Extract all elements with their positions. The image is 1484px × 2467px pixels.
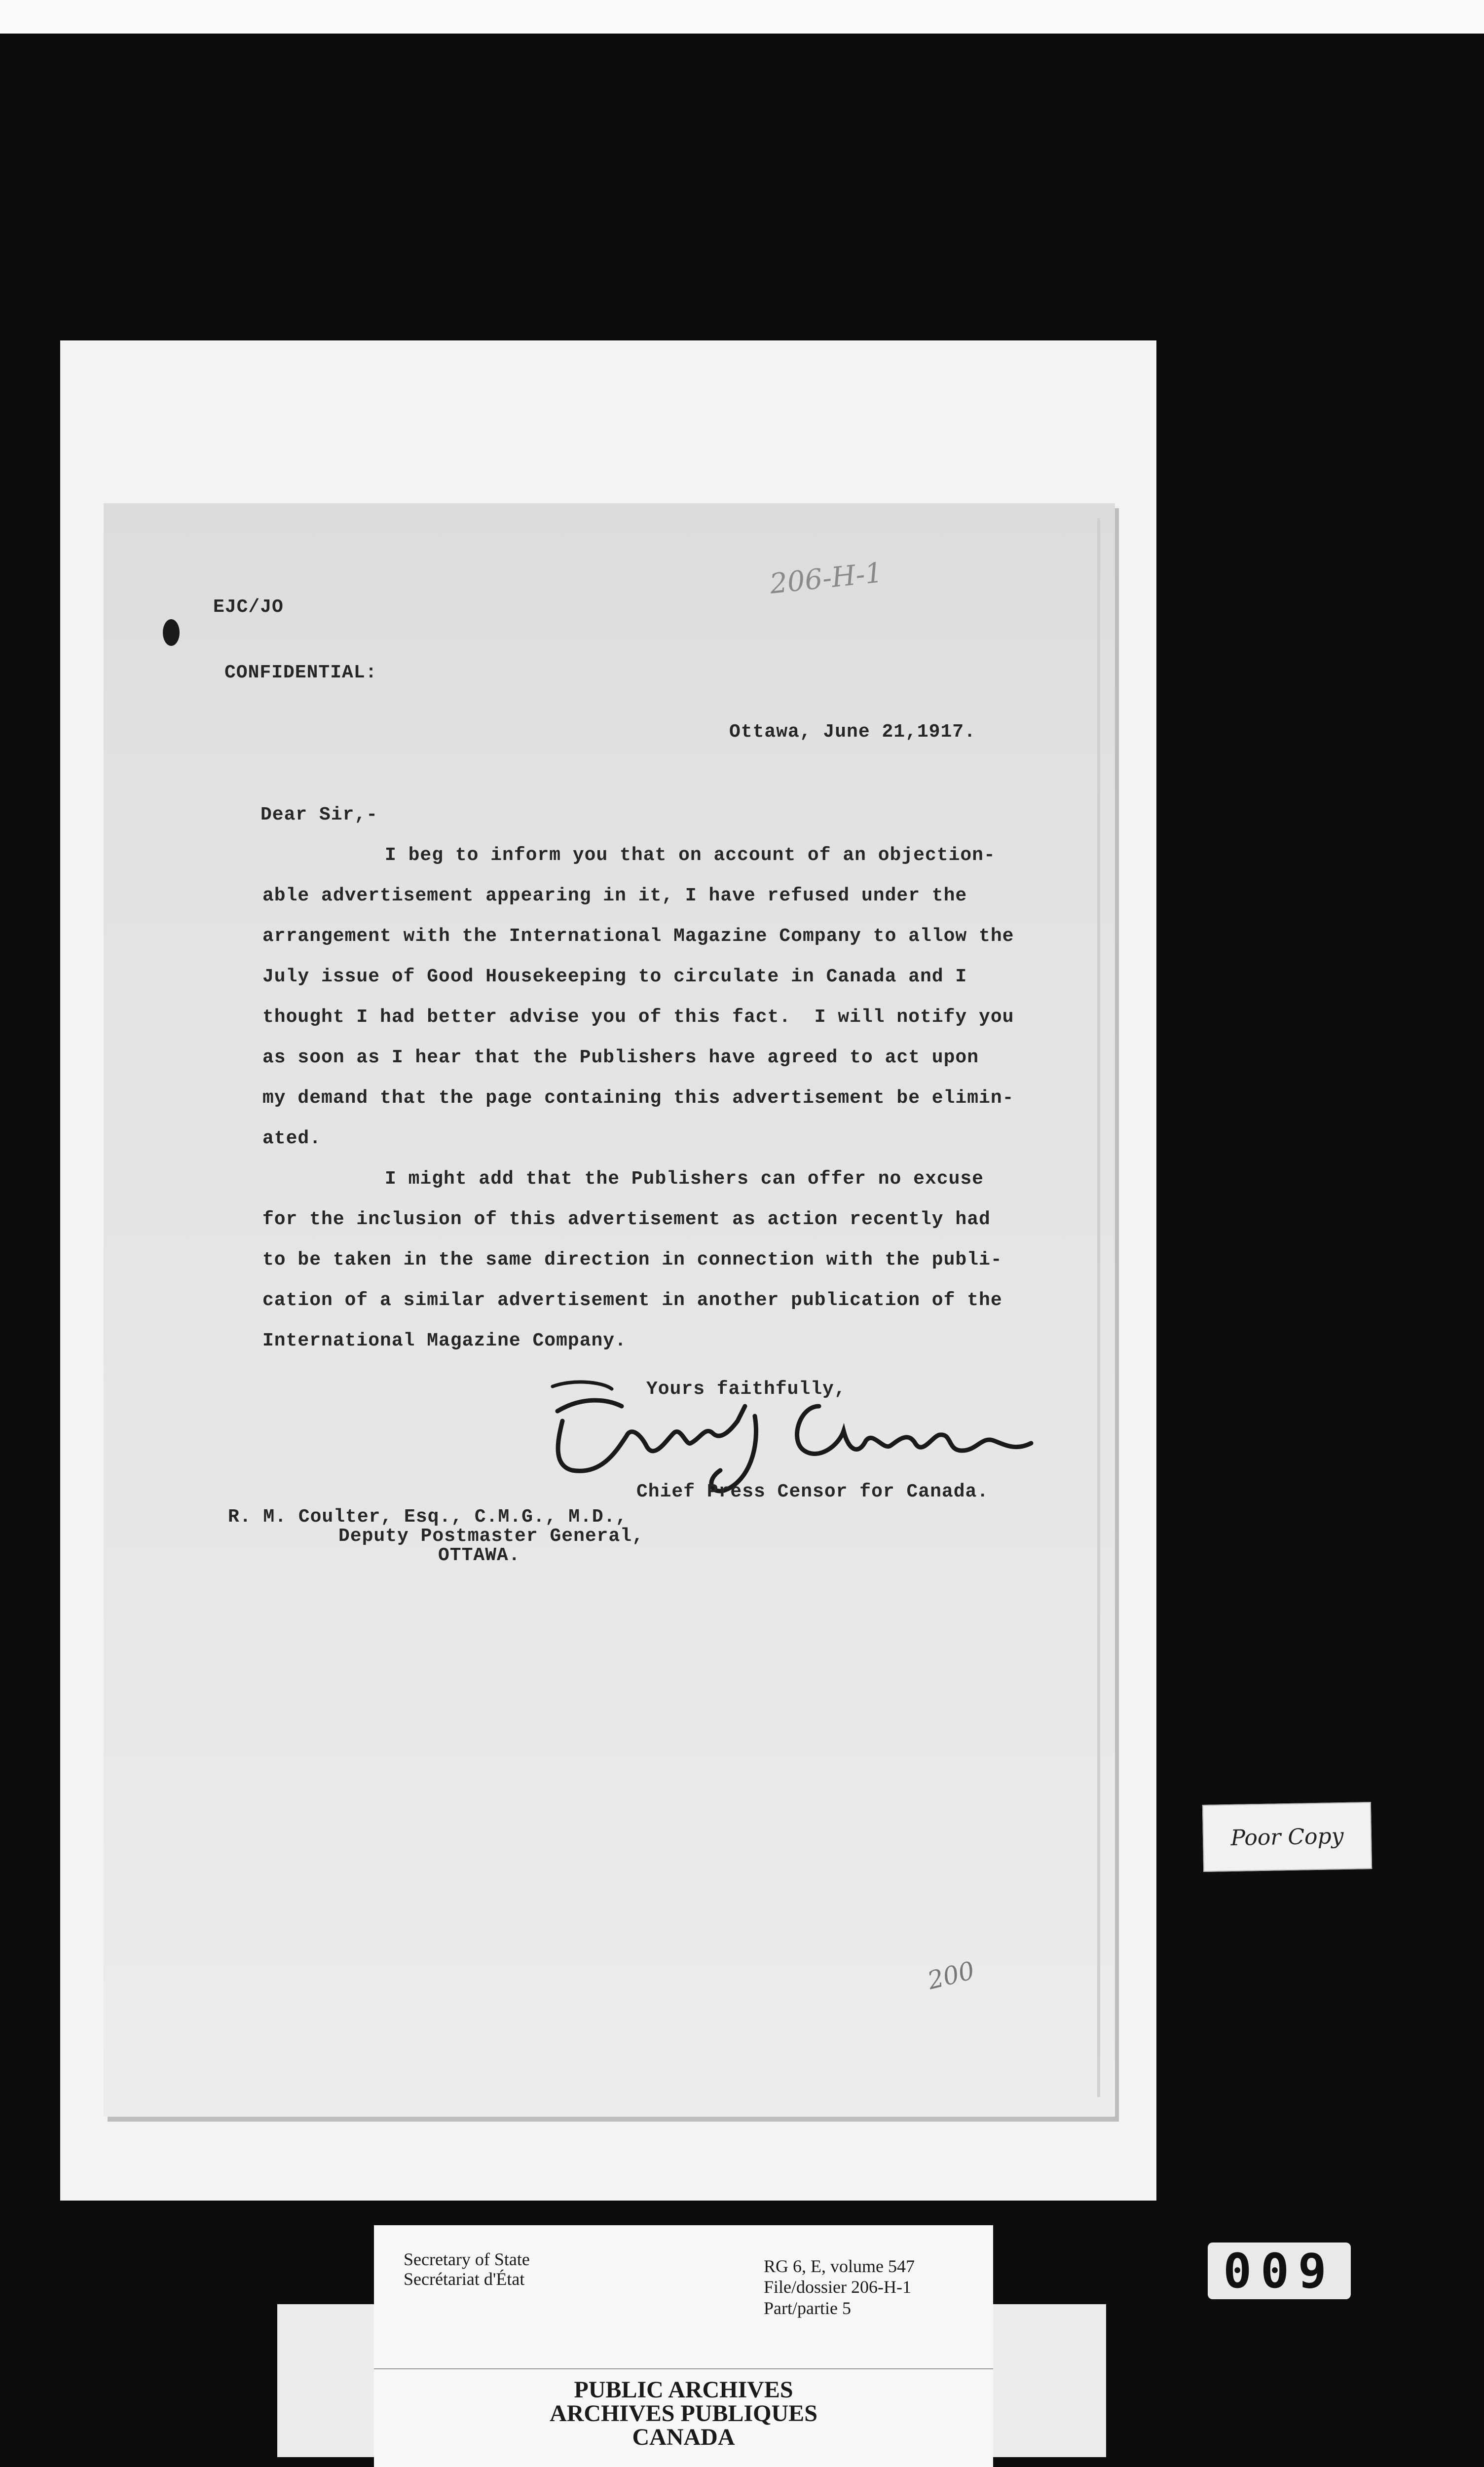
addressee-line: R. M. Coulter, Esq., C.M.G., M.D., [228, 1506, 628, 1528]
archives-name [374, 2378, 993, 2449]
letter-body-line: cation of a similar advertisement in another publication of the [262, 1290, 1002, 1311]
poor-copy-label: Poor Copy [1202, 1802, 1372, 1872]
file-number: File/dossier 206-H-1 [764, 2277, 911, 2297]
frame-number-badge [1208, 2243, 1351, 2299]
archive-label [374, 2225, 993, 2467]
handwritten-page-number: 200 [925, 1956, 978, 1995]
department-english: Secretary of State [404, 2249, 530, 2269]
archive-reference [764, 2256, 915, 2318]
letter-salutation: Dear Sir,- [260, 804, 378, 825]
letter-body-line: I beg to inform you that on account of an objection- [385, 845, 996, 866]
archive-department [404, 2250, 530, 2289]
letter-classification: CONFIDENTIAL: [224, 662, 377, 683]
letter-body-line: thought I had better advise you of this fact. I will notify you [262, 1007, 1014, 1028]
frame-number: 009 [1223, 2243, 1336, 2299]
letter-body-line: able advertisement appearing in it, I have refused under the [262, 885, 967, 906]
addressee-line: Deputy Postmaster General, [338, 1526, 644, 1547]
letter-reference: EJC/JO [213, 597, 284, 618]
letter-body-line: as soon as I hear that the Publishers have agreed to act upon [262, 1047, 979, 1068]
letter-place-date: Ottawa, June 21,1917. [729, 721, 976, 743]
letter-body-line: arrangement with the International Magazine Company to allow the [262, 926, 1014, 947]
letter-body-line: I might add that the Publishers can offer no excuse [385, 1168, 984, 1190]
signatory-title: Chief Press Censor for Canada. [636, 1481, 989, 1502]
archives-french: ARCHIVES PUBLIQUES [550, 2400, 817, 2427]
letter-body-line: to be taken in the same direction in connection with the publi- [262, 1249, 1002, 1271]
addressee-line: OTTAWA. [438, 1545, 520, 1566]
letter-body-line: ated. [262, 1128, 322, 1149]
department-french: Secrétariat d'État [404, 2269, 525, 2289]
punch-hole [163, 619, 180, 646]
label-divider [374, 2368, 993, 2369]
record-group: RG 6, E, volume 547 [764, 2256, 915, 2276]
letter-body-line: for the inclusion of this advertisement as action recently had [262, 1209, 991, 1230]
letter-closing: Yours faithfully, [646, 1379, 846, 1400]
archives-country: CANADA [632, 2424, 735, 2450]
handwritten-file-reference: 206-H-1 [768, 557, 884, 600]
letter-body-line: International Magazine Company. [262, 1330, 627, 1351]
letter-body-line: July issue of Good Housekeeping to circulate in Canada and I [262, 966, 967, 987]
top-margin-strip [0, 0, 1484, 34]
part-number: Part/partie 5 [764, 2298, 851, 2318]
page-edge [1097, 518, 1100, 2097]
archives-english: PUBLIC ARCHIVES [574, 2377, 793, 2403]
letter-body-line: my demand that the page containing this advertisement be elimin- [262, 1087, 1014, 1109]
